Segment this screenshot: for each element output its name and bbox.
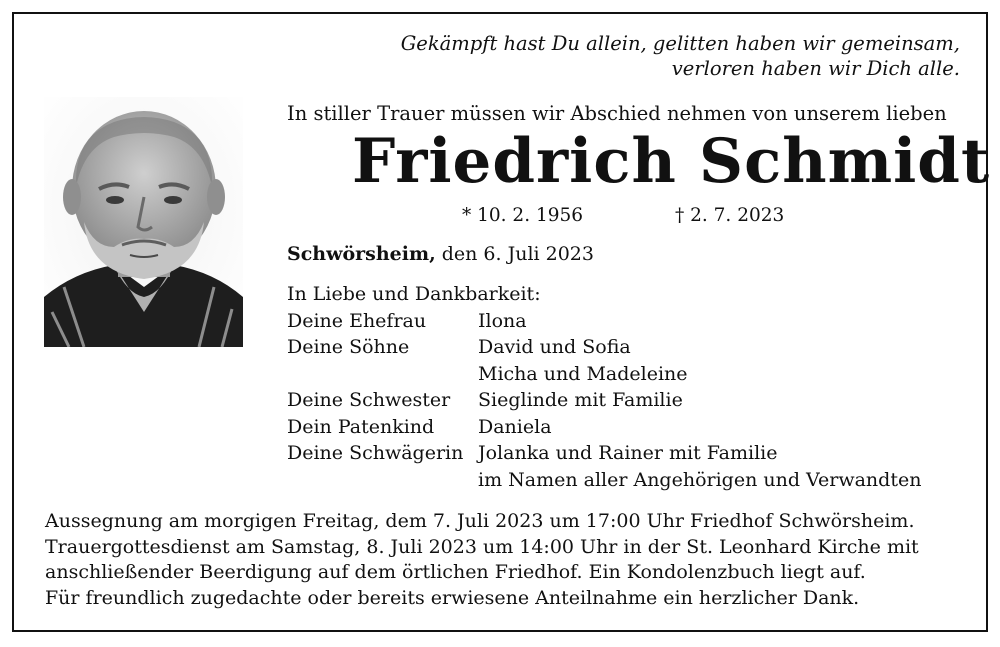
memorial-quote	[400, 31, 960, 81]
mourner-row	[287, 334, 631, 361]
portrait-photo	[44, 97, 243, 347]
mourner-names: im Namen aller Angehörigen und Verwandten	[478, 468, 922, 491]
mourner-names: Jolanka und Rainer mit Familie	[478, 442, 778, 464]
quote-line-2: verloren haben wir Dich alle.	[671, 57, 960, 80]
birth-date: * 10. 2. 1956	[462, 205, 584, 226]
quote-line-1: Gekämpft hast Du allein, gelitten haben wir gemeinsam,	[400, 32, 960, 55]
mourner-row	[287, 467, 922, 494]
deceased-name: Friedrich Schmidt	[352, 126, 991, 197]
footer-line-3: anschließender Beerdigung auf dem örtlichen Friedhof. Ein Kondolenzbuch liegt auf.	[45, 561, 866, 583]
mourner-role: Deine Schwester	[287, 389, 451, 411]
place-name: Schwörsheim,	[287, 243, 436, 265]
mourner-row	[287, 308, 541, 335]
mourner-role: Deine Ehefrau	[287, 309, 427, 332]
footer-line-4: Für freundlich zugedachte oder bereits erwiesene Anteilnahme ein herzlicher Dank.	[45, 586, 860, 609]
death-date: † 2. 7. 2023	[675, 205, 785, 226]
mourner-row	[287, 440, 778, 467]
mourner-names: Micha und Madeleine	[478, 362, 688, 385]
mourner-names: Sieglinde mit Familie	[478, 389, 683, 411]
mourner-role: Dein Patenkind	[287, 415, 435, 438]
mourner-names: Ilona	[478, 309, 527, 332]
announcement-date: den 6. Juli 2023	[441, 243, 594, 265]
footer-line-1: Aussegnung am morgigen Freitag, dem 7. Juli 2023 um 17:00 Uhr Friedhof Schwörsheim.	[45, 510, 915, 532]
mourner-names: Daniela	[478, 415, 552, 438]
place-and-date	[287, 242, 594, 267]
mourner-row	[287, 361, 688, 388]
mourners-heading: In Liebe und Dankbarkeit:	[287, 283, 541, 305]
mourner-row	[287, 414, 552, 441]
mourner-role: Deine Schwägerin	[287, 442, 464, 464]
mourner-role: Deine Söhne	[287, 336, 410, 358]
mourner-names: David und Sofia	[478, 336, 631, 358]
intro-text: In stiller Trauer müssen wir Abschied nehmen von unserem lieben	[287, 102, 947, 125]
footer-line-2: Trauergottesdienst am Samstag, 8. Juli 2023 um 14:00 Uhr in der St. Leonhard Kirche mit	[45, 535, 919, 558]
mourners-list	[287, 281, 922, 493]
mourner-row	[287, 387, 683, 414]
service-details	[45, 509, 919, 611]
